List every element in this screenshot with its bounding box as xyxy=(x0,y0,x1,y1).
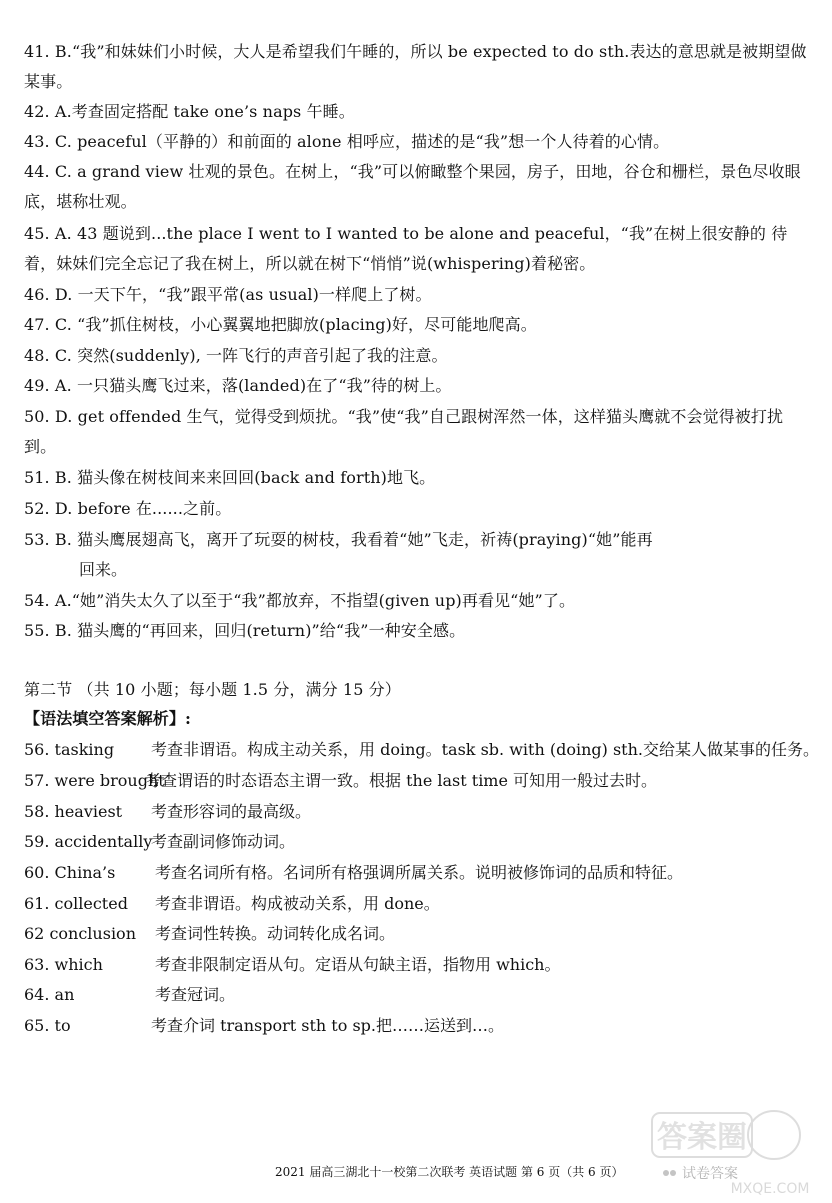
answer-47: 47. C. “我”抓住树枝，小心翼翼地把脚放(placing)好，尽可能地爬高。 xyxy=(24,315,537,334)
answer-42: 42. A.考查固定搭配 take one’s naps 午睡。 xyxy=(24,102,355,121)
grammar-explanation: 考查形容词的最高级。 xyxy=(151,802,312,821)
answer-52: 52. D. before 在......之前。 xyxy=(24,499,232,518)
answer-46: 46. D. 一天下午，“我”跟平常(as usual)一样爬上了树。 xyxy=(24,285,432,304)
answer-44: 44. C. a grand view 壮观的景色。在树上，“我”可以俯瞰整个果园，房子，田地，谷仓和栅栏，景色尽收眼底，堪称壮观。 xyxy=(24,162,801,211)
grammar-answer: 61. collected xyxy=(24,894,128,913)
watermark-channel: 试卷答案 xyxy=(682,1166,738,1182)
grammar-answer: 62 conclusion xyxy=(24,924,136,943)
grammar-answer: 60. China’s xyxy=(24,863,116,882)
grammar-explanation: 考查副词修饰动词。 xyxy=(151,832,296,851)
grammar-heading: 【语法填空答案解析】: xyxy=(24,709,192,728)
answer-45: 45. A. 43 题说到...the place I went to I wanted to be alone and peaceful，“我”在树上很安静的 待着，妹妹们完全忘记了我在树上，所以就在树下“悄悄”说(whispering)着秘密。 xyxy=(24,224,788,273)
answer-50: 50. D. get offended 生气，觉得受到烦扰。“我”使“我”自己跟树浑然一体，这样猫头鹰就不会觉得被打扰到。 xyxy=(24,407,784,456)
grammar-explanation: 考查非限制定语从句。定语从句缺主语，指物用 which。 xyxy=(155,955,561,974)
answer-55: 55. B. 猫头鹰的“再回来，回归(return)”给“我”一种安全感。 xyxy=(24,621,466,640)
answer-43: 43. C. peaceful（平静的）和前面的 alone 相呼应，描述的是“我”想一个人待着的心情。 xyxy=(24,132,670,151)
watermark-icon xyxy=(642,1103,812,1199)
grammar-answer: 56. tasking xyxy=(24,740,115,759)
answer-49: 49. A. 一只猫头鹰飞过来，落(landed)在了“我”待的树上。 xyxy=(24,376,452,395)
grammar-answer: 65. to xyxy=(24,1016,71,1035)
answer-53-continued: 回来。 xyxy=(79,560,128,579)
grammar-answer: 64. an xyxy=(24,985,75,1004)
answer-48: 48. C. 突然(suddenly), 一阵飞行的声音引起了我的注意。 xyxy=(24,346,448,365)
grammar-explanation: 考查名词所有格。名词所有格强调所属关系。说明被修饰词的品质和特征。 xyxy=(155,863,684,882)
page-footer: 2021 届高三湖北十一校第二次联考 英语试题 第 6 页（共 6 页） xyxy=(275,1165,624,1179)
grammar-explanation: 考查非谓语。构成被动关系，用 done。 xyxy=(155,894,440,913)
watermark-logo xyxy=(642,1103,812,1199)
grammar-explanation: 考查谓语的时态语态主谓一致。根据 the last time 可知用一般过去时。 xyxy=(145,771,658,790)
grammar-explanation: 考查介词 transport sth to sp.把……运送到…。 xyxy=(151,1016,504,1035)
grammar-explanation: 考查冠词。 xyxy=(155,985,236,1004)
watermark-site: MXQE.COM xyxy=(730,1181,810,1197)
grammar-explanation: 考查词性转换。动词转化成名词。 xyxy=(155,924,396,943)
grammar-answer: 59. accidentally xyxy=(24,832,153,851)
section-title: 第二节 （共 10 小题；每小题 1.5 分，满分 15 分） xyxy=(24,680,401,699)
watermark-logo-text: 答案圈 xyxy=(657,1120,747,1155)
answer-51: 51. B. 猫头像在树枝间来来回回(back and forth)地飞。 xyxy=(24,468,436,487)
grammar-answer: 58. heaviest xyxy=(24,802,123,821)
grammar-explanation: 考查非谓语。构成主动关系，用 doing。task sb. with (doing) sth.交给某人做某事的任务。 xyxy=(151,740,819,759)
answer-53: 53. B. 猫头鹰展翅高飞，离开了玩耍的树枝，我看着“她”飞走，祈祷(praying)“她”能再 xyxy=(24,530,653,549)
grammar-answer: 57. were brought xyxy=(24,771,165,790)
answer-54: 54. A.“她”消失太久了以至于“我”都放弃，不指望(given up)再看见“她”了。 xyxy=(24,591,576,610)
grammar-answer: 63. which xyxy=(24,955,103,974)
answer-41: 41. B.“我”和妹妹们小时候，大人是希望我们午睡的，所以 be expected to do sth.表达的意思就是被期望做某事。 xyxy=(24,42,807,91)
